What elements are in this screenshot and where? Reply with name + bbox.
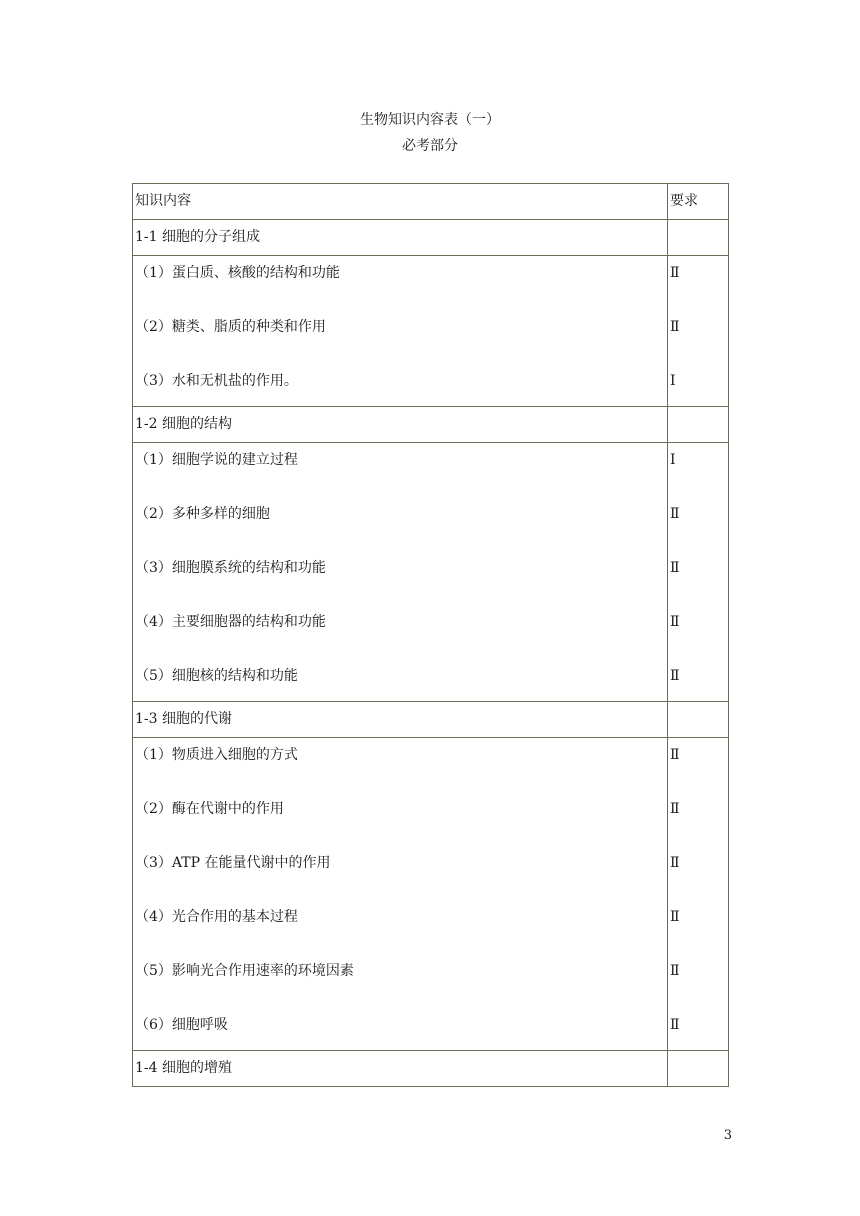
items-content-cell (133, 738, 668, 1051)
header-content-label: 知识内容 (135, 193, 191, 209)
items-requirement-cell (668, 256, 729, 407)
section-requirement-cell (668, 220, 729, 256)
requirement-level: Ⅱ (670, 265, 680, 281)
page-title: 生物知识内容表（一） (360, 112, 500, 128)
requirement-level: Ⅱ (670, 855, 680, 871)
section-heading-cell (133, 220, 668, 256)
requirement-level: Ⅱ (670, 1017, 680, 1033)
knowledge-item-text: （1）细胞学说的建立过程 (135, 452, 298, 468)
section-items-row (133, 738, 729, 1051)
requirement-level: Ⅰ (670, 452, 676, 468)
section-heading-row (133, 702, 729, 738)
knowledge-item-text: （6）细胞呼吸 (135, 1017, 228, 1033)
requirement-level: Ⅰ (670, 373, 676, 389)
section-requirement-cell (668, 702, 729, 738)
knowledge-item-text: （4）光合作用的基本过程 (135, 909, 298, 925)
section-requirement-cell (668, 407, 729, 443)
knowledge-table (132, 183, 729, 1087)
requirement-level: Ⅱ (670, 668, 680, 684)
section-heading-row (133, 1051, 729, 1087)
section-heading: 1-1 细胞的分子组成 (135, 229, 260, 245)
items-content-cell (133, 256, 668, 407)
knowledge-item-text: （5）影响光合作用速率的环境因素 (135, 963, 354, 979)
section-heading-cell (133, 407, 668, 443)
header-requirement-cell (668, 184, 729, 220)
knowledge-item-text: （5）细胞核的结构和功能 (135, 668, 298, 684)
table-header-row (133, 184, 729, 220)
section-heading-row (133, 220, 729, 256)
section-heading: 1-4 细胞的增殖 (135, 1060, 232, 1076)
requirement-level: Ⅱ (670, 963, 680, 979)
section-heading-row (133, 407, 729, 443)
header-content-cell (133, 184, 668, 220)
items-requirement-cell (668, 738, 729, 1051)
items-requirement-cell (668, 443, 729, 702)
knowledge-item-text: （2）多种多样的细胞 (135, 506, 270, 522)
knowledge-item-text: （2）酶在代谢中的作用 (135, 801, 284, 817)
section-heading-cell (133, 1051, 668, 1087)
header-requirement-label: 要求 (670, 193, 698, 209)
requirement-level: Ⅱ (670, 506, 680, 522)
page-number: 3 (723, 1128, 732, 1143)
requirement-level: Ⅱ (670, 560, 680, 576)
section-items-row (133, 256, 729, 407)
requirement-level: Ⅱ (670, 909, 680, 925)
knowledge-item-text: （4）主要细胞器的结构和功能 (135, 614, 326, 630)
knowledge-item-text: （1）蛋白质、核酸的结构和功能 (135, 265, 340, 281)
requirement-level: Ⅱ (670, 801, 680, 817)
section-heading: 1-3 细胞的代谢 (135, 711, 232, 727)
knowledge-item-text: （2）糖类、脂质的种类和作用 (135, 319, 326, 335)
requirement-level: Ⅱ (670, 747, 680, 763)
requirement-level: Ⅱ (670, 319, 680, 335)
knowledge-item-text: （3）ATP 在能量代谢中的作用 (135, 855, 331, 871)
knowledge-item-text: （3）细胞膜系统的结构和功能 (135, 560, 326, 576)
section-items-row (133, 443, 729, 702)
table-body (133, 184, 729, 1087)
items-content-cell (133, 443, 668, 702)
section-requirement-cell (668, 1051, 729, 1087)
section-heading: 1-2 细胞的结构 (135, 416, 232, 432)
requirement-level: Ⅱ (670, 614, 680, 630)
section-heading-cell (133, 702, 668, 738)
page-subtitle: 必考部分 (402, 138, 458, 154)
knowledge-item-text: （3）水和无机盐的作用。 (135, 373, 298, 389)
knowledge-item-text: （1）物质进入细胞的方式 (135, 747, 298, 763)
